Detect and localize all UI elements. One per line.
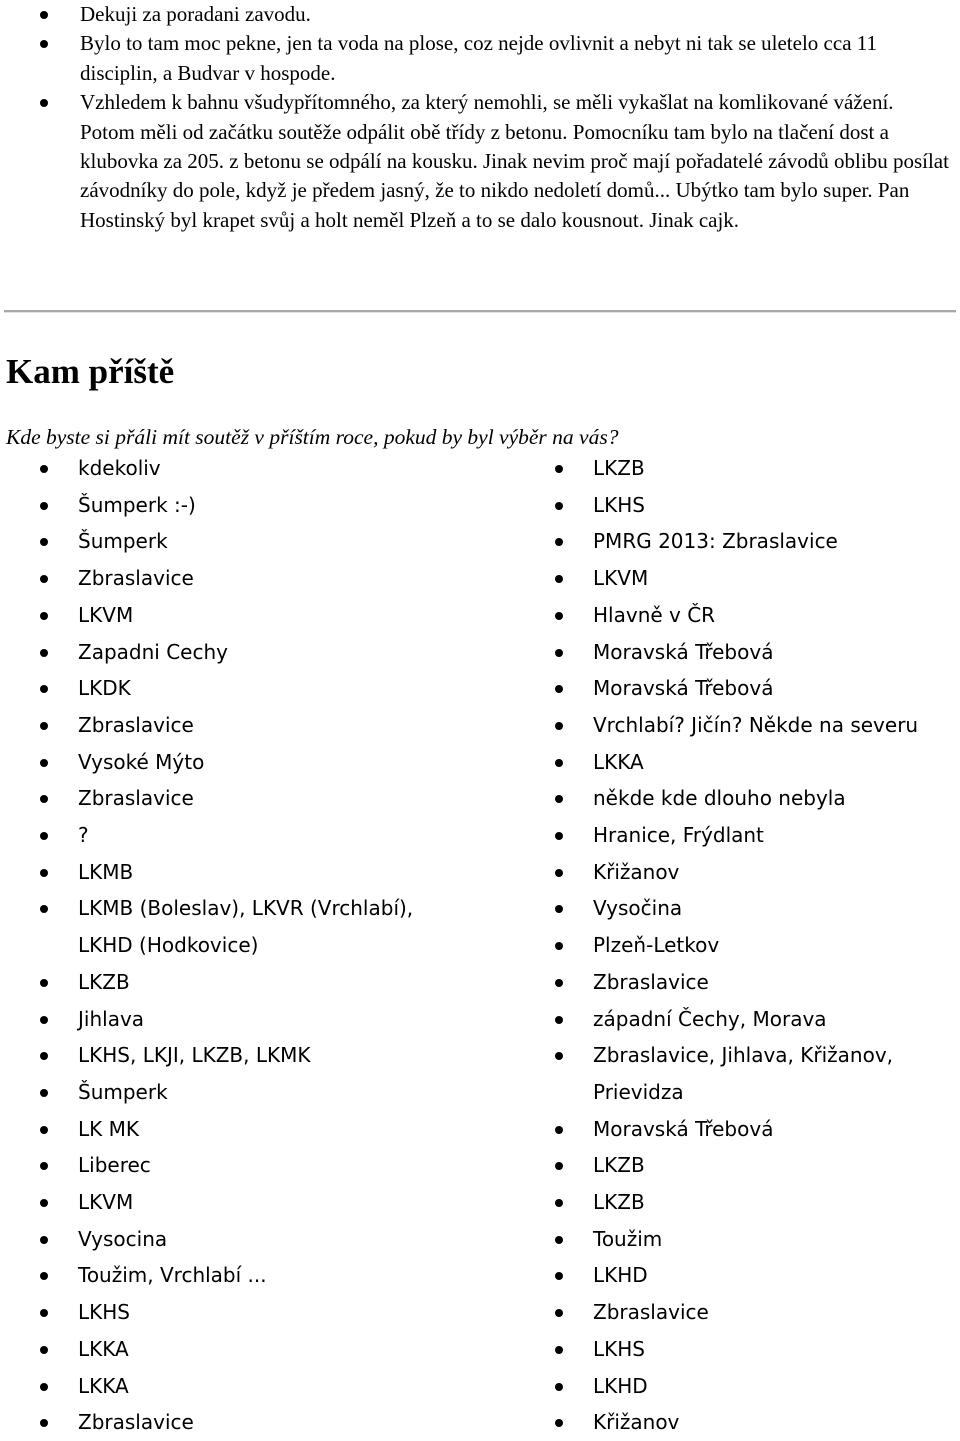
horizontal-divider xyxy=(4,310,956,313)
bullet-icon xyxy=(555,979,563,987)
list-item xyxy=(515,707,960,744)
bullet-icon xyxy=(40,1419,48,1427)
bullet-icon xyxy=(40,1199,48,1207)
bullet-icon xyxy=(40,979,48,987)
list-item-text: Dekuji za poradani zavodu. xyxy=(80,2,311,26)
list-item-text: ? xyxy=(78,823,89,848)
list-item-text: LKHS xyxy=(593,1336,645,1361)
bullet-icon xyxy=(40,1126,48,1134)
list-item xyxy=(0,1331,515,1368)
bullet-icon xyxy=(40,465,48,473)
bullet-icon xyxy=(555,1309,563,1317)
list-item-text: kdekoliv xyxy=(78,456,161,480)
list-item-text: LK MK xyxy=(78,1116,139,1141)
list-item-text: LKHS xyxy=(593,492,645,517)
list-item-text: Plzeň-Letkov xyxy=(593,933,720,958)
list-item xyxy=(515,487,960,524)
bullet-icon xyxy=(555,502,563,510)
list-item-text: Šumperk :-) xyxy=(78,492,196,517)
list-item xyxy=(515,634,960,671)
list-item-text: PMRG 2013: Zbraslavice xyxy=(593,529,838,554)
list-item-text: LKHD xyxy=(593,1373,648,1398)
list-item xyxy=(0,88,960,235)
list-item-text: Moravská Třebová xyxy=(593,1116,774,1141)
bullet-icon xyxy=(555,869,563,877)
bullet-icon xyxy=(555,465,563,473)
bullet-icon xyxy=(40,685,48,693)
bullet-icon xyxy=(555,612,563,620)
list-item-text: Liberec xyxy=(78,1153,151,1178)
list-item-text: LKMB xyxy=(78,859,134,884)
list-item xyxy=(515,1184,960,1221)
list-item xyxy=(0,817,515,854)
bullet-icon xyxy=(555,1016,563,1024)
bullet-icon xyxy=(40,1383,48,1391)
list-item-text: Hlavně v ČR xyxy=(593,602,716,627)
list-item xyxy=(515,1147,960,1184)
bullet-icon xyxy=(555,905,563,913)
bullet-icon xyxy=(555,1419,563,1427)
list-item-text: LKZB xyxy=(593,456,645,480)
list-item xyxy=(0,670,515,707)
bullet-icon xyxy=(40,649,48,657)
bullet-icon xyxy=(40,1089,48,1097)
bullet-icon xyxy=(555,1272,563,1280)
list-item xyxy=(515,817,960,854)
bullet-icon xyxy=(555,1346,563,1354)
list-item xyxy=(0,707,515,744)
list-item xyxy=(515,1404,960,1441)
list-item xyxy=(0,744,515,781)
list-item xyxy=(515,780,960,817)
bullet-icon xyxy=(555,538,563,546)
list-item xyxy=(515,964,960,1001)
list-item xyxy=(515,1221,960,1258)
list-item-text: Křižanov xyxy=(593,859,680,884)
list-item xyxy=(0,450,515,487)
list-item-text: někde kde dlouho nebyla xyxy=(593,786,846,811)
list-item xyxy=(0,1257,515,1294)
list-item xyxy=(515,1111,960,1148)
list-item-text: Šumperk xyxy=(78,1079,168,1104)
answers-right-list xyxy=(515,450,960,1441)
bullet-icon xyxy=(555,722,563,730)
list-item-text: LKVM xyxy=(78,1190,134,1215)
bullet-icon xyxy=(555,1383,563,1391)
list-item xyxy=(0,854,515,891)
list-item-text: Vrchlabí? Jičín? Někde na severu xyxy=(593,712,919,737)
list-item-text: Zbraslavice xyxy=(78,1410,194,1435)
list-item xyxy=(515,890,960,927)
list-item xyxy=(0,1294,515,1331)
list-item xyxy=(515,1331,960,1368)
list-item-text: Toužim xyxy=(593,1226,663,1251)
feedback-list xyxy=(0,0,960,235)
bullet-icon xyxy=(40,575,48,583)
section-title: Kam příště xyxy=(6,352,175,391)
bullet-icon xyxy=(555,1236,563,1244)
list-item xyxy=(515,560,960,597)
list-item-text: Vysočina xyxy=(593,896,683,921)
list-item-text: Křižanov xyxy=(593,1410,680,1435)
list-item xyxy=(0,1147,515,1184)
list-item xyxy=(0,1111,515,1148)
list-item xyxy=(0,634,515,671)
list-item xyxy=(515,744,960,781)
list-item-text: LKHD xyxy=(593,1263,648,1288)
list-item xyxy=(0,487,515,524)
list-item xyxy=(0,523,515,560)
bullet-icon xyxy=(40,1052,48,1060)
list-item-text: LKDK xyxy=(78,676,131,701)
list-item-text: Vysocina xyxy=(78,1226,168,1251)
list-item xyxy=(0,1404,515,1441)
list-item xyxy=(515,1037,923,1110)
list-item-text: Šumperk xyxy=(78,529,168,554)
list-item xyxy=(0,560,515,597)
bullet-icon xyxy=(40,759,48,767)
list-item-text: Hranice, Frýdlant xyxy=(593,823,764,848)
list-item-text: LKZB xyxy=(78,969,130,994)
bullet-icon xyxy=(40,99,48,107)
bullet-icon xyxy=(40,502,48,510)
list-item xyxy=(0,1001,515,1038)
list-item xyxy=(0,1074,515,1111)
list-item xyxy=(0,780,515,817)
list-item xyxy=(515,1257,960,1294)
list-item xyxy=(515,597,960,634)
list-item xyxy=(0,964,515,1001)
bullet-icon xyxy=(555,649,563,657)
bullet-icon xyxy=(555,1199,563,1207)
bullet-icon xyxy=(555,1162,563,1170)
bullet-icon xyxy=(555,575,563,583)
list-item-text: Toužim, Vrchlabí ... xyxy=(78,1263,267,1288)
bullet-icon xyxy=(40,1272,48,1280)
bullet-icon xyxy=(40,905,48,913)
list-item-text: LKZB xyxy=(593,1190,645,1215)
list-item-text: LKVM xyxy=(593,566,649,591)
list-item-text: západní Čechy, Morava xyxy=(593,1006,827,1031)
list-item xyxy=(0,1184,515,1221)
list-item-text: Zbraslavice xyxy=(78,786,194,811)
bullet-icon xyxy=(40,1309,48,1317)
list-item-text: Zapadni Cechy xyxy=(78,639,228,664)
list-item xyxy=(515,670,960,707)
list-item-text: Moravská Třebová xyxy=(593,676,774,701)
list-item xyxy=(515,1001,960,1038)
bullet-icon xyxy=(40,1162,48,1170)
list-item xyxy=(515,927,960,964)
list-item-text: Zbraslavice xyxy=(78,712,194,737)
list-item xyxy=(0,29,960,88)
bullet-icon xyxy=(555,795,563,803)
list-item-text: LKHS, LKJI, LKZB, LKMK xyxy=(78,1043,311,1068)
bullet-icon xyxy=(40,40,48,48)
list-item-text: Vzhledem k bahnu všudypřítomného, za který nemohli, se měli vykašlat na komlikované vážení. Potom měli od začátku soutěže odpálit obě třídy z betonu. Pomocníku tam bylo na tlačení dost a klubovka za 205. z betonu se odpálí na kousku. Jinak nevim proč mají pořadatelé závodů oblibu posílat závodníky do pole, když je předem jasný, že to nikdo nedoletí domů... Ubýtko tam bylo super. Pan Hostinský byl krapet svůj a holt neměl Plzeň a to se dalo kousnout. Jinak cajk. xyxy=(80,90,949,232)
list-item-text: LKMB (Boleslav), LKVR (Vrchlabí), LKHD (Hodkovice) xyxy=(78,896,414,958)
list-item xyxy=(515,523,960,560)
bullet-icon xyxy=(555,942,563,950)
bullet-icon xyxy=(555,1126,563,1134)
bullet-icon xyxy=(555,832,563,840)
list-item xyxy=(515,854,960,891)
bullet-icon xyxy=(40,538,48,546)
list-item xyxy=(0,0,960,29)
list-item-text: LKHS xyxy=(78,1300,130,1325)
list-item-text: LKKA xyxy=(78,1373,129,1398)
bullet-icon xyxy=(40,722,48,730)
bullet-icon xyxy=(40,869,48,877)
bullet-icon xyxy=(40,1346,48,1354)
list-item xyxy=(0,1221,515,1258)
bullet-icon xyxy=(40,795,48,803)
list-item-text: LKKA xyxy=(78,1336,129,1361)
list-item-text: Vysoké Mýto xyxy=(78,749,205,774)
list-item xyxy=(515,1294,960,1331)
list-item-text: Bylo to tam moc pekne, jen ta voda na plose, coz nejde ovlivnit a nebyt ni tak se uletelo cca 11 disciplin, a Budvar v hospode. xyxy=(80,31,877,85)
section-question: Kde byste si přáli mít soutěž v příštím roce, pokud by byl výběr na vás? xyxy=(6,425,619,449)
list-item-text: Moravská Třebová xyxy=(593,639,774,664)
list-item-text: Zbraslavice xyxy=(593,969,709,994)
list-item xyxy=(0,1037,515,1074)
bullet-icon xyxy=(40,1236,48,1244)
bullet-icon xyxy=(555,759,563,767)
list-item-text: LKVM xyxy=(78,602,134,627)
list-item-text: Zbraslavice xyxy=(593,1300,709,1325)
list-item xyxy=(0,1368,515,1405)
list-item-text: Zbraslavice, Jihlava, Křižanov, Prievidza xyxy=(593,1043,894,1104)
bullet-icon xyxy=(555,685,563,693)
bullet-icon xyxy=(40,1016,48,1024)
list-item-text: LKZB xyxy=(593,1153,645,1178)
list-item xyxy=(0,597,515,634)
list-item-text: Zbraslavice xyxy=(78,566,194,591)
answers-left-list xyxy=(0,450,515,1441)
list-item-text: Jihlava xyxy=(78,1006,145,1031)
bullet-icon xyxy=(555,1052,563,1060)
list-item xyxy=(515,1368,960,1405)
bullet-icon xyxy=(40,11,48,19)
list-item-text: LKKA xyxy=(593,749,644,774)
list-item xyxy=(515,450,960,487)
list-item xyxy=(0,890,438,963)
bullet-icon xyxy=(40,832,48,840)
bullet-icon xyxy=(40,612,48,620)
